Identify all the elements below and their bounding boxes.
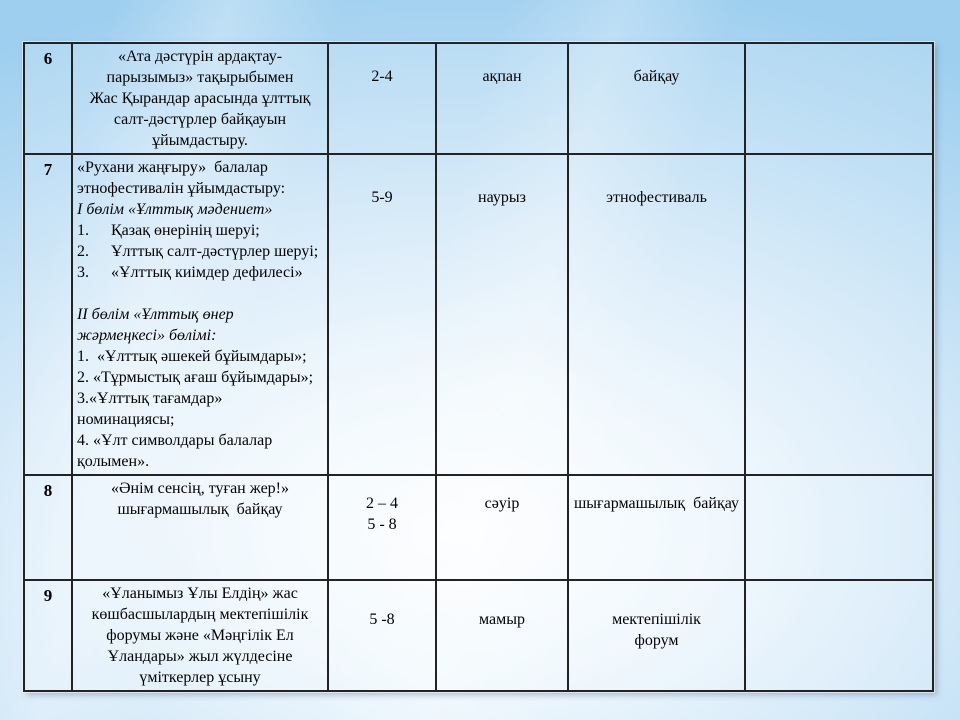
- dates-lines: 5-9: [371, 189, 393, 206]
- dates-cell: [328, 580, 436, 691]
- month-lines: мамыр: [479, 611, 525, 628]
- schedule-table: [23, 42, 934, 692]
- note-cell: [745, 580, 933, 691]
- activity-cell: [72, 154, 328, 475]
- dates-cell: [328, 43, 436, 154]
- activity-lines: «Әнім сенсің, туған жер!» шығармашылық байқау: [110, 480, 290, 518]
- row-number-cell: 7: [24, 154, 72, 475]
- activity-lines: «Ұланымыз Ұлы Елдің» жас көшбасшылардың мектепішілік форумы және «Мәңгілік Ел Ұландары» жыл жүлдесіне үміткерлер ұсыну: [91, 585, 309, 686]
- month-cell: [436, 475, 568, 580]
- month-cell: [436, 154, 568, 475]
- activity-cell: [72, 580, 328, 691]
- type-cell: [568, 580, 745, 691]
- dates-lines: 2-4: [371, 68, 393, 85]
- row-number-cell: 6: [24, 43, 72, 154]
- type-lines: мектепішілік форум: [612, 611, 701, 649]
- type-cell: [568, 43, 745, 154]
- table-row: [24, 43, 933, 154]
- month-lines: ақпан: [482, 68, 522, 85]
- dates-lines: 2 – 4 5 - 8: [366, 495, 398, 533]
- dates-cell: [328, 154, 436, 475]
- table-row: [24, 580, 933, 691]
- month-lines: сәуір: [484, 495, 520, 512]
- activity-lines: «Ата дәстүрін ардақтау- парызымыз» тақырыбымен Жас Қырандар арасында ұлттық салт-дәстүрлер байқауын ұйымдастыру.: [89, 48, 311, 149]
- activity-cell: [72, 475, 328, 580]
- type-lines: байқау: [633, 68, 680, 85]
- type-cell: [568, 475, 745, 580]
- activity-lines: «Рухани жаңғыру» балалар этнофестивалін ұйымдастыру: І бөлім «Ұлттық мәдениет» 1. Қазақ өнерінің шеруі; 2. Ұлттық салт-дәстүрлер шеруі; 3. «Ұлттық киімдер дефилесі» ІІ бөлім «Ұлттық өнер жәрмеңкесі» бөлімі: 1. «Ұлттық әшекей бұйымдары»; 2. «Тұрмыстық ағаш бұйымдары»; 3.«Ұлттық тағамдар» номинациясы; 4. «Ұлт символдары балалар қолымен».: [77, 159, 319, 470]
- type-cell: [568, 154, 745, 475]
- type-lines: шығармашылық байқау: [573, 495, 740, 512]
- table-row: [24, 154, 933, 475]
- table-row: [24, 475, 933, 580]
- month-lines: наурыз: [478, 189, 526, 206]
- row-number-cell: 8: [24, 475, 72, 580]
- dates-lines: 5 -8: [369, 611, 395, 628]
- activity-cell: [72, 43, 328, 154]
- dates-cell: [328, 475, 436, 580]
- row-number-cell: 9: [24, 580, 72, 691]
- month-cell: [436, 580, 568, 691]
- note-cell: [745, 43, 933, 154]
- note-cell: [745, 154, 933, 475]
- note-cell: [745, 475, 933, 580]
- type-lines: этнофестиваль: [606, 189, 707, 206]
- month-cell: [436, 43, 568, 154]
